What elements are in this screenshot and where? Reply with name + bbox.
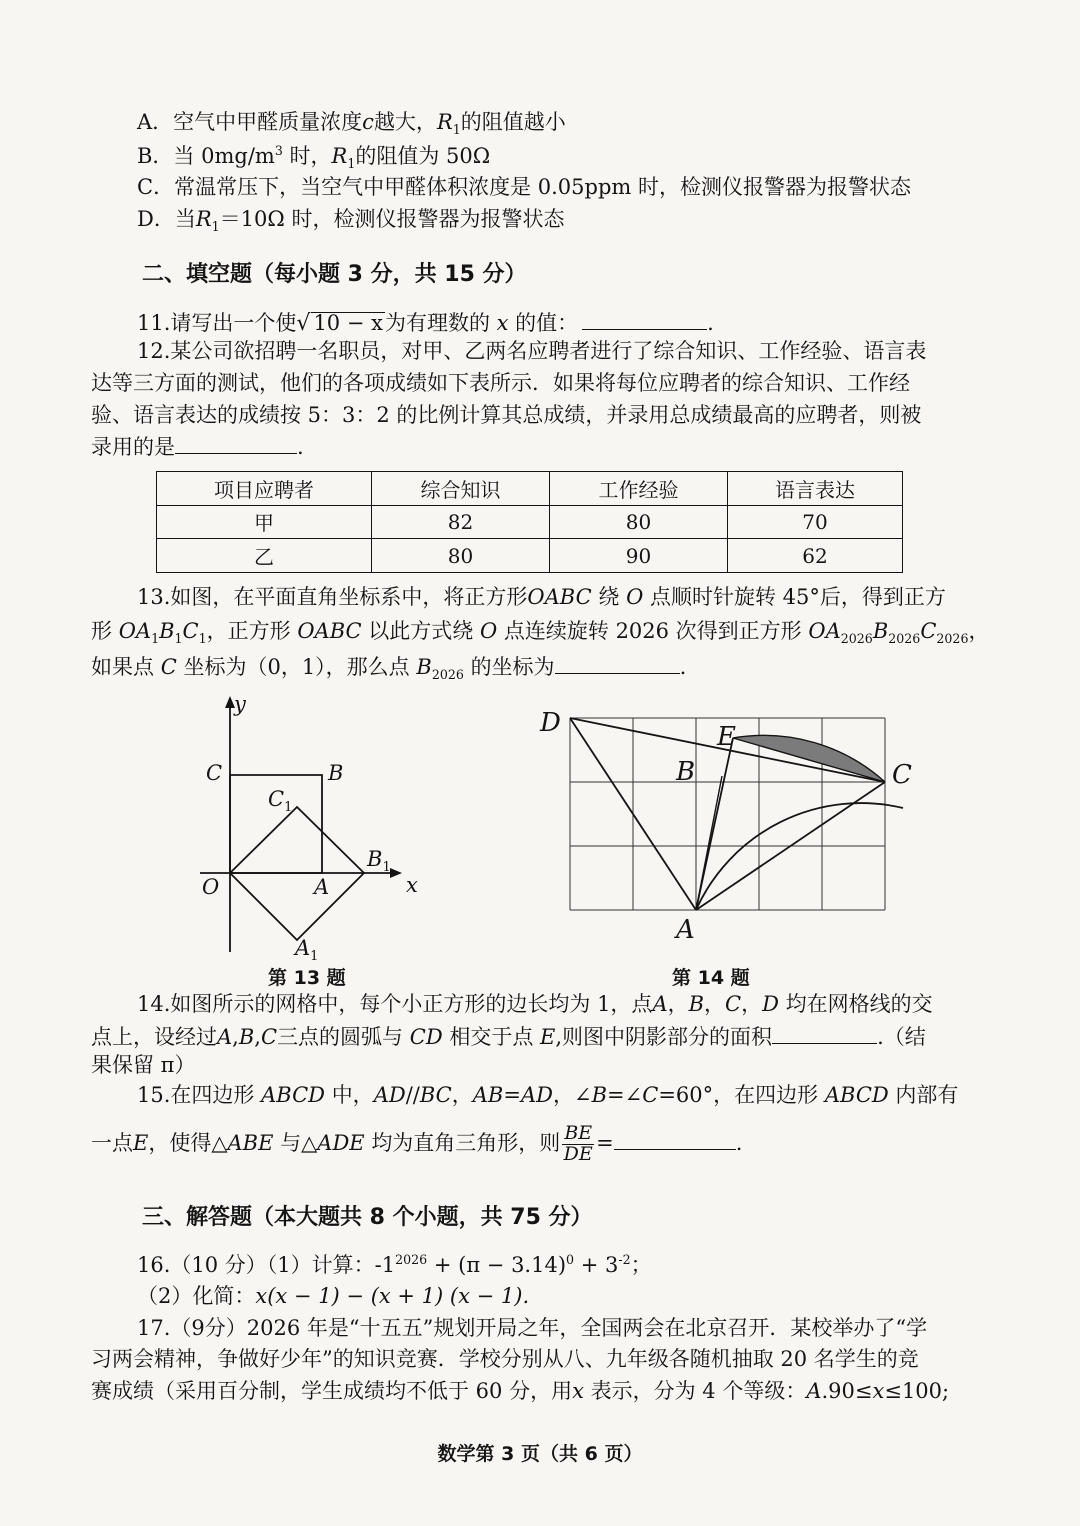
label-x: x (406, 873, 418, 897)
label-a: A (676, 915, 695, 945)
question-12-line-3: 验、语言表达的成绩按 5：3：2 的比例计算其总成绩，并录用总成绩最高的应聘者，则被 (91, 403, 922, 427)
figure-13-caption: 第 13 题 (268, 967, 346, 989)
label-a1: $A_1$ (295, 936, 319, 964)
answer-blank-14[interactable] (772, 1024, 877, 1044)
table-header-cell: 语言表达 (728, 472, 903, 506)
table-header-cell: 项目应聘者 (157, 472, 372, 506)
question-14-line-2: 点上，设经过A,B,C三点的圆弧与 CD 相交于点 E,则图中阴影部分的面积 .（结 (91, 1024, 926, 1049)
shaded-region (733, 735, 885, 782)
page-footer: 数学第 3 页（共 6 页） (437, 1443, 643, 1465)
question-11: 11.请写出一个使√ 10 − x为有理数的 x 的值： . (137, 310, 714, 336)
label-c1: $C_1$ (268, 787, 293, 815)
answer-blank-13[interactable] (555, 654, 680, 674)
question-16-part-1: 16.（10 分）（1）计算：$-1^{2026} + (\pi - 3.14)^0 + 3^{-2}$； (137, 1252, 652, 1277)
x-axis-arrow-icon (390, 868, 402, 878)
question-13-line-2: 形 $OA_1B_1C_1$，正方形 OABC 以此方式绕 O 点连续旋转 2026 次得到正方形 $OA_{2026}B_{2026}C_{2026}$， (91, 619, 990, 647)
radical-sign: √ (296, 310, 311, 336)
question-14-line-1: 14.如图所示的网格中，每个小正方形的边长均为 1，点A，B，C，D 均在网格线的交 (137, 992, 933, 1016)
table-cell: 90 (550, 539, 728, 573)
label-d: D (540, 708, 561, 738)
question-15-line-1: 15.在四边形 ABCD 中，AD//BC，AB=AD，∠B=∠C=60°，在四边形 ABCD 内部有 (137, 1083, 959, 1107)
q10-option-b: B．当 $0mg/m^3$ 时，$R_1$的阻值为 50Ω (137, 143, 491, 172)
question-12-line-2: 达等三方面的测试，他们的各项成绩如下表所示．如果将每位应聘者的综合知识、工作经 (91, 371, 910, 395)
section-3-title: 三、解答题（本大题共 8 个小题，共 75 分） (142, 1205, 593, 1230)
fraction-be-de: $\frac{BE}{DE}$ (563, 1122, 593, 1165)
label-y: y (234, 692, 246, 716)
question-17-line-3: 赛成绩（采用百分制，学生成绩均不低于 60 分，用x 表示，分为 4 个等级：A.90≤x≤100; (91, 1379, 950, 1403)
table-cell: 82 (372, 505, 550, 539)
question-15-line-2: 一点E，使得△ABE 与△ADE 均为直角三角形，则 $\frac{BE}{DE}$ = . (91, 1122, 743, 1165)
table-cell: 甲 (157, 505, 372, 539)
table-row (157, 539, 903, 573)
table-cell: 80 (372, 539, 550, 573)
question-12-line-4: 录用的是 . (91, 434, 304, 459)
label-e: E (717, 722, 736, 752)
label-c: C (892, 760, 912, 790)
table-cell: 62 (728, 539, 903, 573)
answer-blank-12[interactable] (175, 434, 297, 454)
figure-13 (190, 688, 440, 970)
table-cell: 80 (550, 505, 728, 539)
table-header-cell: 工作经验 (550, 472, 728, 506)
segment-ab (696, 776, 722, 910)
answer-blank-15[interactable] (614, 1130, 736, 1150)
table-header-cell: 综合知识 (372, 472, 550, 506)
figure-14 (535, 700, 920, 945)
label-c: C (206, 761, 223, 785)
label-b1: $B_1$ (367, 847, 391, 875)
question-13-line-3: 如果点 C 坐标为（0，1），那么点 $B_{2026}$ 的坐标为 . (91, 654, 687, 683)
label-o: O (202, 875, 220, 899)
q10-option-c: C．常温常压下，当空气中甲醛体积浓度是 0.05ppm 时，检测仪报警器为报警状态 (137, 175, 911, 199)
label-b: B (676, 757, 696, 787)
figure-14-caption: 第 14 题 (672, 967, 750, 989)
question-12-line-1: 12.某公司欲招聘一名职员，对甲、乙两名应聘者进行了综合知识、工作经验、语言表 (137, 339, 927, 363)
label-a: A (314, 875, 330, 899)
question-13-line-1: 13.如图，在平面直角坐标系中，将正方形OABC 绕 O 点顺时针旋转 45°后，得到正方 (137, 585, 946, 609)
table-row (157, 505, 903, 539)
table-cell: 乙 (157, 539, 372, 573)
q10-option-a: A．空气中甲醛质量浓度c越大，$R_1$的阻值越小 (137, 110, 566, 138)
question-17-line-1: 17.（9分）2026 年是“十五五”规划开局之年，全国两会在北京召开．某校举办了“学 (137, 1316, 928, 1340)
table-header-row (157, 472, 903, 506)
q10-option-d: D．当$R_1=10\Omega$ 时，检测仪报警器为报警状态 (137, 207, 565, 235)
section-2-title: 二、填空题（每小题 3 分，共 15 分） (142, 262, 527, 287)
question-17-line-2: 习两会精神，争做好少年”的知识竞赛．学校分别从八、九年级各随机抽取 20 名学生的竞 (91, 1347, 919, 1371)
question-14-line-3: 果保留 π） (91, 1053, 196, 1077)
question-16-part-2: （2）化简：x(x − 1) − (x + 1) (x − 1). (137, 1284, 530, 1308)
score-table (156, 471, 903, 573)
answer-blank-11[interactable] (582, 310, 707, 330)
table-cell: 70 (728, 505, 903, 539)
label-b: B (328, 761, 344, 785)
arc-abc (696, 803, 903, 910)
